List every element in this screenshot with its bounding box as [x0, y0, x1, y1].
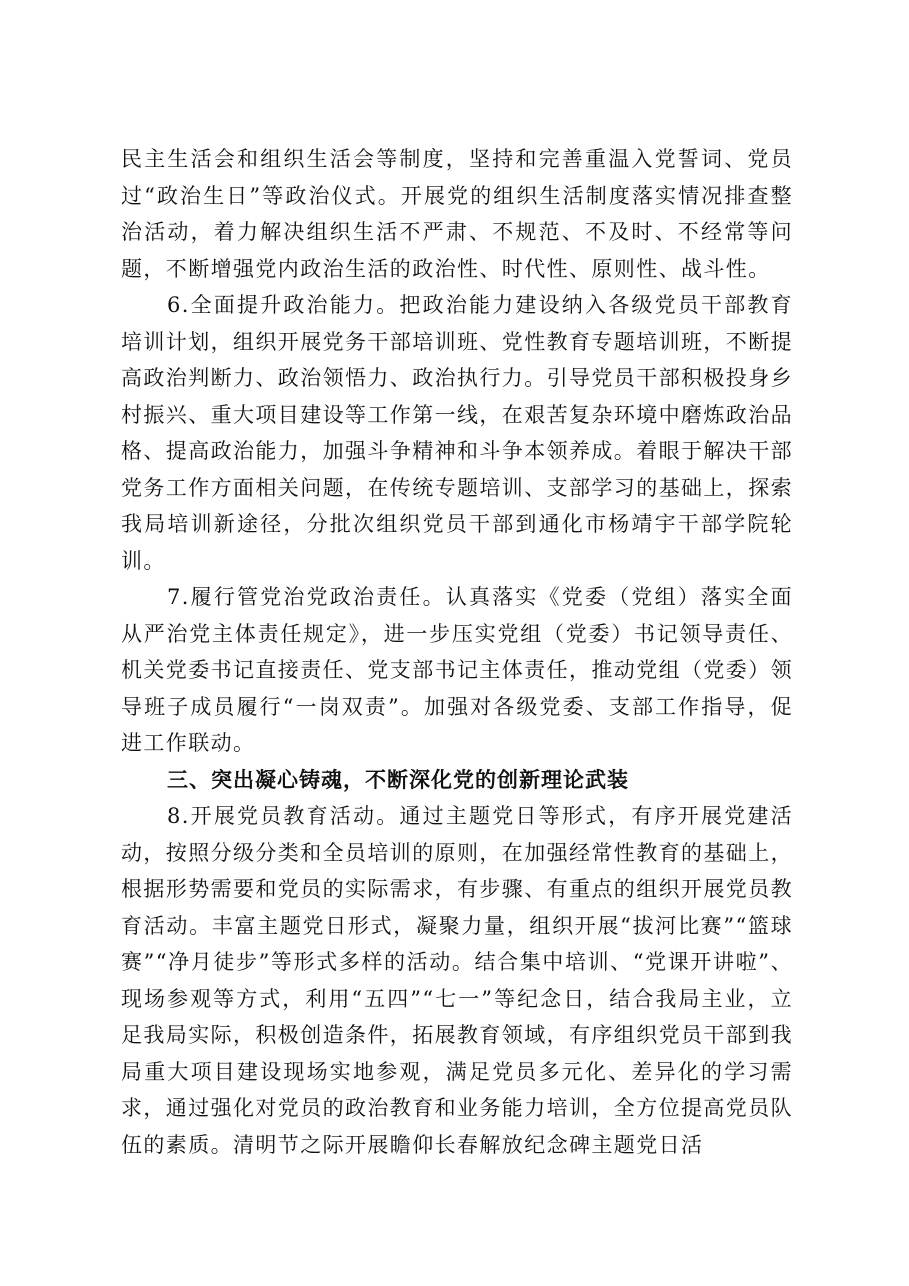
paragraph-continuation: 民主生活会和组织生活会等制度，坚持和完善重温入党誓词、党员过“政治生日”等政治仪式。开展党的组织生活制度落实情况排查整治活动，着力解决组织生活不严肃、不规范、不及时、不经常等问题，不断增强党内政治生活的政治性、时代性、原则性、战斗性。 — [121, 147, 793, 281]
paragraph-8-member-education: 8.开展党员教育活动。通过主题党日等形式，有序开展党建活动，按照分级分类和全员培训的原则，在加强经常性教育的基础上，根据形势需要和党员的实际需求，有步骤、有重点的组织开展党员教育活动。丰富主题党日形式，凝聚力量，组织开展“拔河比赛”“篮球赛”“净月徒步”等形式多样的活动。结合集中培训、“党课开讲啦”、现场参观等方式，利用“五四”“七一”等纪念日，结合我局主业，立足我局实际，积极创造条件，拓展教育领域，有序组织党员干部到我局重大项目建设现场实地参观，满足党员多元化、差异化的学习需求，通过强化对党员的政治教育和业务能力培训，全方位提高党员队伍的素质。清明节之际开展瞻仰长春解放纪念碑主题党日活 — [121, 804, 793, 1157]
document-page — [121, 141, 793, 1163]
section-heading-3: 三、突出凝心铸魂，不断深化党的创新理论武装 — [167, 767, 629, 792]
paragraph-6-political-ability: 6.全面提升政治能力。把政治能力建设纳入各级党员干部教育培训计划，组织开展党务干部培训班、党性教育专题培训班，不断提高政治判断力、政治领悟力、政治执行力。引导党员干部积极投身乡村振兴、重大项目建设等工作第一线，在艰苦复杂环境中磨炼政治品格、提高政治能力，加强斗争精神和斗争本领养成。着眼于解决干部党务工作方面相关问题，在传统专题培训、支部学习的基础上，探索我局培训新途径，分批次组织党员干部到通化市杨靖宇干部学院轮训。 — [121, 293, 793, 573]
paragraph-7-party-responsibility: 7.履行管党治党政治责任。认真落实《党委（党组）落实全面从严治党主体责任规定》，进一步压实党组（党委）书记领导责任、机关党委书记直接责任、党支部书记主体责任，推动党组（党委）领导班子成员履行“一岗双责”。加强对各级党委、支部工作指导，促进工作联动。 — [121, 585, 793, 755]
